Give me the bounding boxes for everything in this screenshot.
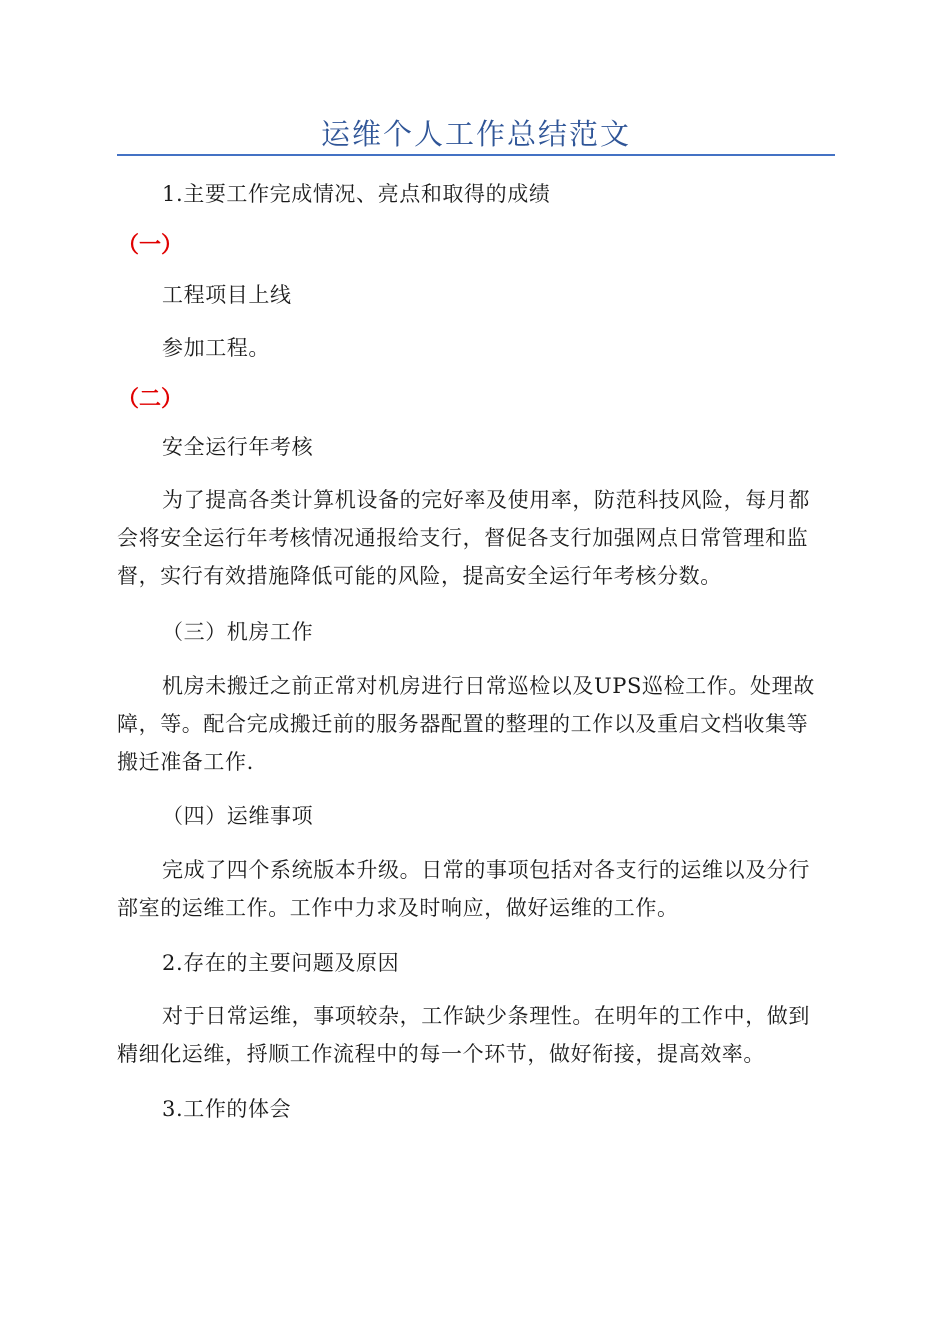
item3-line-3: 搬迁准备工作. bbox=[117, 750, 254, 774]
item4-paragraph bbox=[117, 851, 835, 927]
section2-paragraph bbox=[117, 997, 835, 1073]
item4-title: （四）运维事项 bbox=[162, 804, 314, 828]
item3-paragraph bbox=[117, 667, 835, 781]
marker-two: （二） bbox=[117, 387, 184, 412]
item4-line-1: 完成了四个系统版本升级。日常的事项包括对各支行的运维以及分行 bbox=[162, 858, 810, 882]
document-title: 运维个人工作总结范文 bbox=[320, 117, 631, 151]
item2-title: 安全运行年考核 bbox=[162, 435, 314, 459]
section2-heading: 2.存在的主要问题及原因 bbox=[162, 951, 400, 975]
item4-line-2: 部室的运维工作。工作中力求及时响应，做好运维的工作。 bbox=[117, 896, 679, 920]
section1-heading: 1.主要工作完成情况、亮点和取得的成绩 bbox=[162, 182, 551, 206]
item2-line-1: 为了提高各类计算机设备的完好率及使用率，防范科技风险，每月都 bbox=[162, 488, 810, 512]
item1-title: 工程项目上线 bbox=[162, 283, 292, 307]
item3-title: （三）机房工作 bbox=[162, 620, 314, 644]
item1-text: 参加工程。 bbox=[162, 336, 270, 360]
title-underline bbox=[117, 154, 835, 156]
item2-line-2: 会将安全运行年考核情况通报给支行，督促各支行加强网点日常管理和监 bbox=[117, 526, 809, 550]
item3-line-1: 机房未搬迁之前正常对机房进行日常巡检以及UPS巡检工作。处理故 bbox=[162, 674, 815, 698]
section3-heading: 3.工作的体会 bbox=[162, 1097, 292, 1121]
marker-one: （一） bbox=[117, 233, 184, 258]
item2-line-3: 督，实行有效措施降低可能的风险，提高安全运行年考核分数。 bbox=[117, 564, 722, 588]
item2-paragraph bbox=[117, 481, 835, 595]
section2-line-2: 精细化运维，捋顺工作流程中的每一个环节，做好衔接，提高效率。 bbox=[117, 1042, 765, 1066]
section2-line-1: 对于日常运维，事项较杂，工作缺少条理性。在明年的工作中，做到 bbox=[162, 1004, 810, 1028]
item3-line-2: 障，等。配合完成搬迁前的服务器配置的整理的工作以及重启文档收集等 bbox=[117, 712, 809, 736]
